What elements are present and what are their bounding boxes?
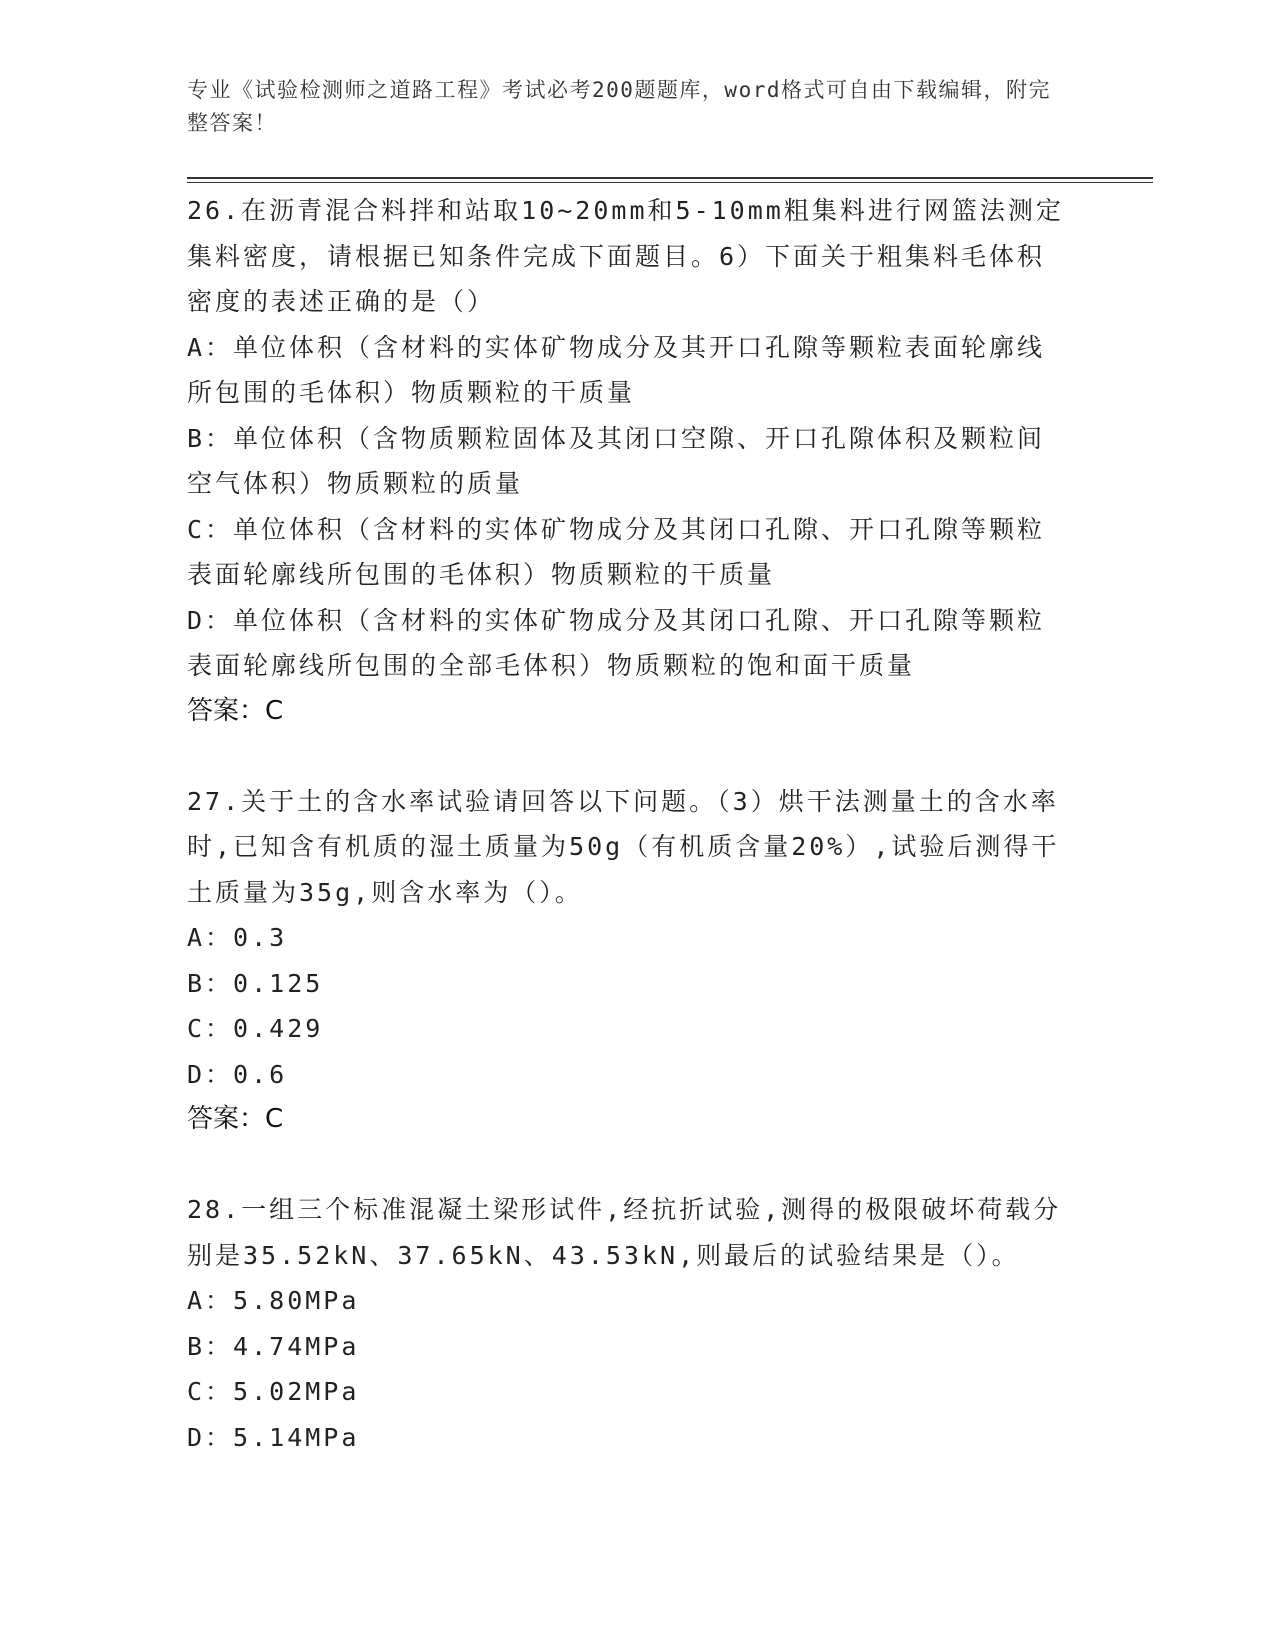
question-spacer [187, 1142, 1067, 1187]
option-a: A：0.3 [187, 923, 288, 952]
question-stem: 28.一组三个标准混凝土梁形试件,经抗折试验,测得的极限破坏荷载分别是35.52kN、37.65kN、43.53kN,则最后的试验结果是（）。 [187, 1195, 1062, 1270]
page-header: 专业《试验检测师之道路工程》考试必考200题题库，word格式可自由下载编辑，附完整答案！ [187, 78, 1051, 135]
header-rule-thin [187, 182, 1153, 183]
option-c: C：0.429 [187, 1014, 324, 1043]
option-d: D：单位体积（含材料的实体矿物成分及其闭口孔隙、开口孔隙等颗粒表面轮廓线所包围的全部毛体积）物质颗粒的饱和面干质量 [187, 605, 1046, 680]
option-a: A：5.80MPa [187, 1286, 360, 1315]
question-spacer [187, 734, 1067, 779]
option-c: C：5.02MPa [187, 1377, 360, 1406]
question-list [187, 188, 1067, 1460]
question-28 [187, 1187, 1067, 1460]
question-stem: 27.关于土的含水率试验请回答以下问题。（3）烘干法测量土的含水率时,已知含有机质的湿土质量为50g（有机质含量20%）,试验后测得干土质量为35g,则含水率为（）。 [187, 786, 1060, 907]
option-d: D：5.14MPa [187, 1422, 360, 1452]
option-b: B：4.74MPa [187, 1331, 360, 1361]
option-d: D：0.6 [187, 1059, 288, 1089]
question-answer: 答案：C [187, 695, 284, 726]
option-a: A：单位体积（含材料的实体矿物成分及其开口孔隙等颗粒表面轮廓线所包围的毛体积）物质颗粒的干质量 [187, 332, 1046, 407]
question-26 [187, 188, 1067, 734]
option-b: B：0.125 [187, 968, 324, 998]
option-c: C：单位体积（含材料的实体矿物成分及其闭口孔隙、开口孔隙等颗粒表面轮廓线所包围的毛体积）物质颗粒的干质量 [187, 514, 1046, 589]
question-27 [187, 779, 1067, 1143]
header-rule-thick [187, 177, 1153, 179]
question-stem: 26.在沥青混合料拌和站取10~20mm和5-10mm粗集料进行网篮法测定集料密度，请根据已知条件完成下面题目。6）下面关于粗集料毛体积密度的表述正确的是（） [187, 196, 1064, 316]
option-b: B：单位体积（含物质颗粒固体及其闭口空隙、开口孔隙体积及颗粒间空气体积）物质颗粒的质量 [187, 423, 1046, 498]
question-answer: 答案：C [187, 1104, 284, 1134]
